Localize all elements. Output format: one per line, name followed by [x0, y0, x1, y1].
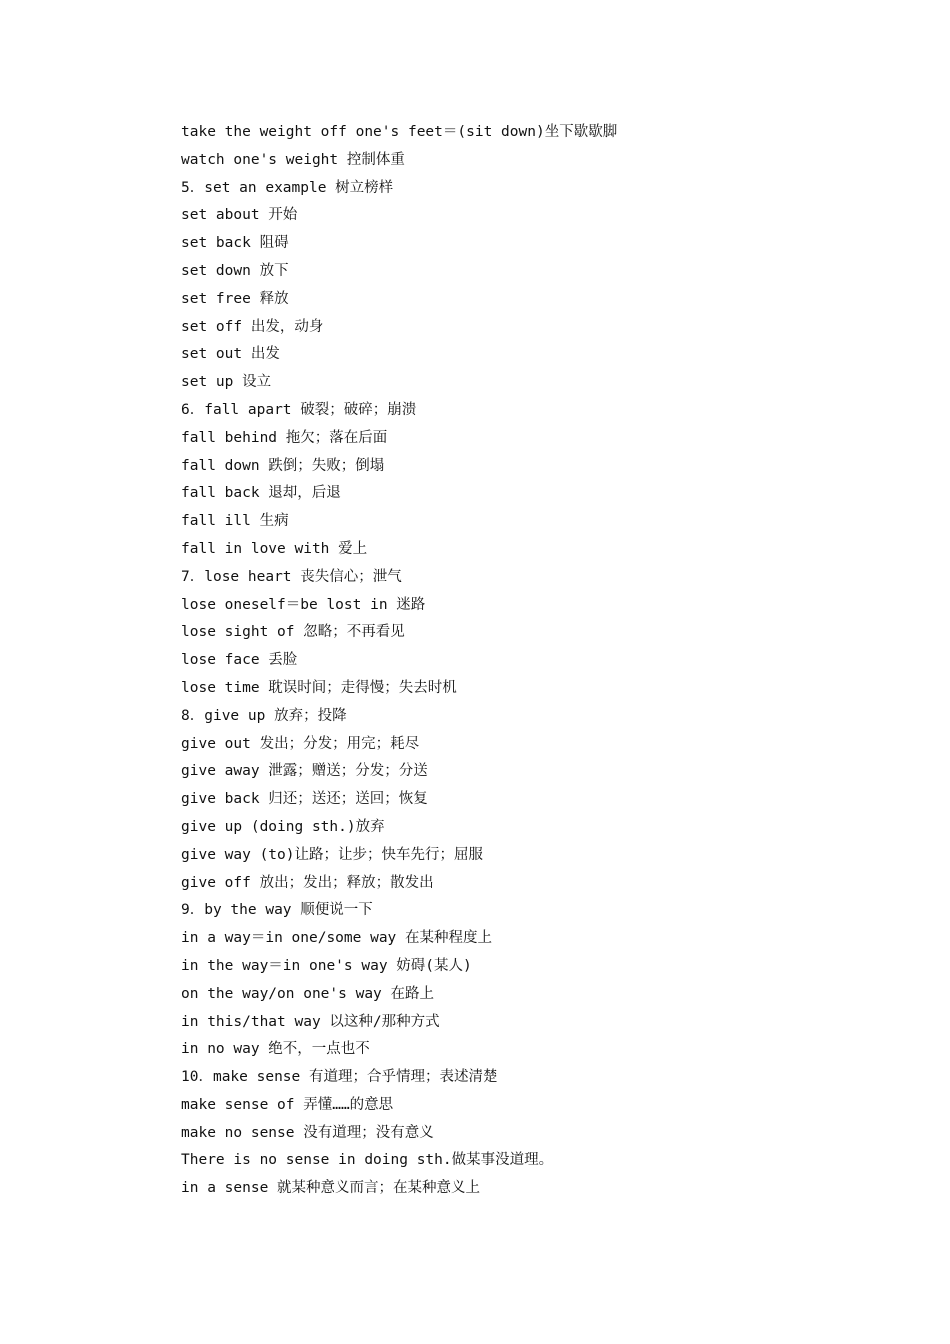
- phrase-line: lose sight of 忽略；不再看见: [181, 624, 405, 641]
- phrase-line: in a sense 就某种意义而言；在某种意义上: [181, 1180, 481, 1197]
- phrase-line: take the weight off one's feet＝(sit down)坐下歇歇脚: [181, 124, 618, 140]
- phrase-line: set off 出发，动身: [181, 318, 324, 335]
- phrase-list: [181, 119, 881, 1203]
- phrase-line: set about 开始: [181, 207, 298, 224]
- phrase-line: lose time 耽误时间；走得慢；失去时机: [181, 679, 457, 696]
- phrase-line: fall in love with 爱上: [181, 540, 368, 557]
- phrase-line: There is no sense in doing sth.做某事没道理。: [181, 1152, 554, 1169]
- phrase-line: set out 出发: [181, 346, 280, 363]
- phrase-line: set free 释放: [181, 290, 289, 307]
- phrase-line: give way (to)让路；让步；快车先行；屈服: [181, 846, 483, 863]
- phrase-line: set up 设立: [181, 374, 272, 391]
- phrase-line: watch one's weight 控制体重: [181, 151, 405, 168]
- phrase-line: set down 放下: [181, 262, 289, 279]
- phrase-line: fall down 跌倒；失败；倒塌: [181, 457, 385, 474]
- phrase-line: fall behind 拖欠；落在后面: [181, 429, 388, 446]
- phrase-line: on the way/on one's way 在路上: [181, 985, 435, 1002]
- section-heading-5: 5．set an example 树立榜样: [181, 179, 394, 196]
- section-heading-10: 10．make sense 有道理；合乎情理；表述清楚: [181, 1069, 498, 1086]
- phrase-line: in the way＝in one's way 妨碍(某人): [181, 957, 472, 974]
- phrase-line: give back 归还；送还；送回；恢复: [181, 791, 428, 808]
- phrase-line: make no sense 没有道理；没有意义: [181, 1124, 434, 1141]
- phrase-line: fall ill 生病: [181, 513, 289, 530]
- phrase-line: in this/that way 以这种/那种方式: [181, 1013, 440, 1030]
- phrase-line: make sense of 弄懂……的意思: [181, 1096, 394, 1113]
- section-heading-7: 7．lose heart 丧失信心；泄气: [181, 568, 402, 585]
- phrase-line: give off 放出；发出；释放；散发出: [181, 874, 434, 891]
- phrase-line: set back 阻碍: [181, 235, 289, 252]
- phrase-line: lose face 丢脸: [181, 652, 298, 669]
- phrase-line: give away 泄露；赠送；分发；分送: [181, 763, 428, 780]
- phrase-line: in no way 绝不，一点也不: [181, 1041, 370, 1058]
- phrase-line: give out 发出；分发；用完；耗尽: [181, 735, 420, 752]
- phrase-line: give up (doing sth.)放弃: [181, 818, 385, 835]
- section-heading-6: 6．fall apart 破裂；破碎；崩溃: [181, 401, 417, 418]
- phrase-line: fall back 退却，后退: [181, 485, 341, 502]
- section-heading-9: 9．by the way 顺便说一下: [181, 902, 373, 919]
- phrase-line: lose oneself＝be lost in 迷路: [181, 596, 426, 613]
- phrase-line: in a way＝in one/some way 在某种程度上: [181, 930, 493, 947]
- section-heading-8: 8．give up 放弃；投降: [181, 707, 347, 724]
